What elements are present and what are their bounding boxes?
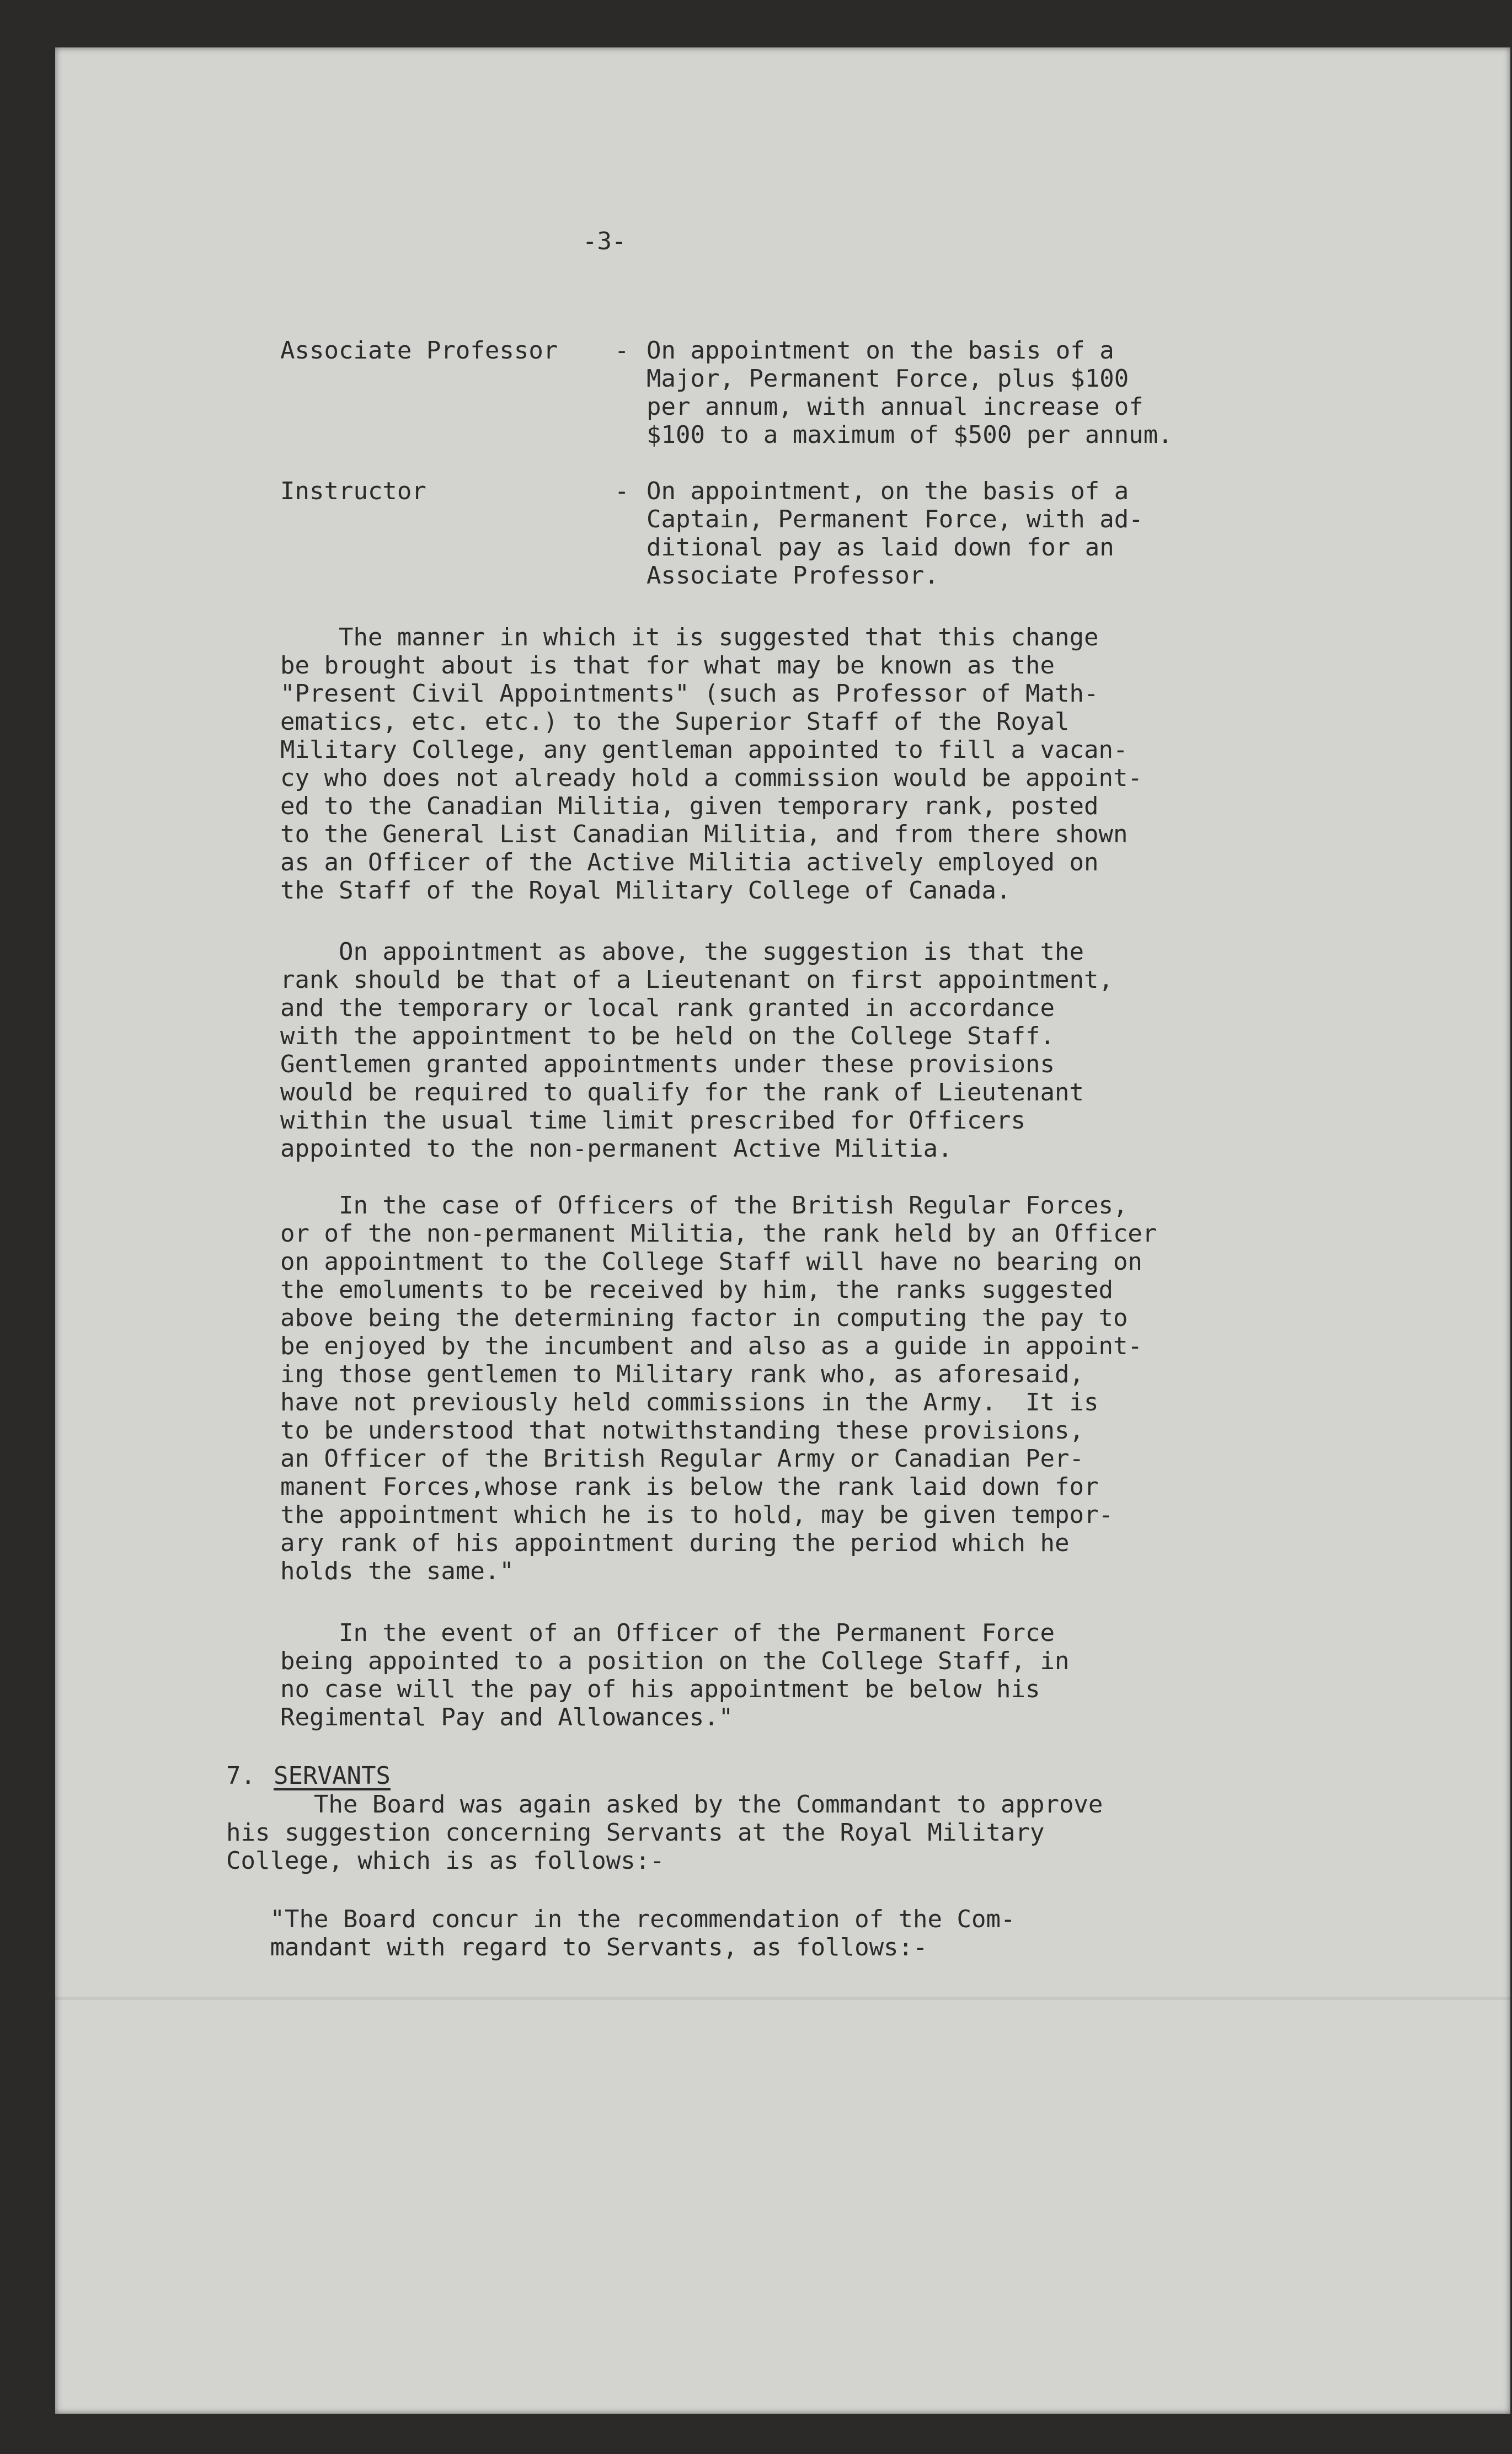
paragraph-line: to the General List Canadian Militia, and from there shown — [280, 820, 1128, 848]
paragraph-line: manent Forces,whose rank is below the rank laid down for — [280, 1473, 1099, 1501]
paragraph-line: the appointment which he is to hold, may be given tempor- — [280, 1501, 1113, 1529]
paragraph-line: be enjoyed by the incumbent and also as a guide in appoint- — [280, 1332, 1142, 1360]
paragraph-line: being appointed to a position on the College Staff, in — [280, 1647, 1070, 1675]
paragraph-line: have not previously held commissions in the Army. It is — [280, 1388, 1099, 1416]
definition-line: $100 to a maximum of $500 per annum. — [647, 421, 1173, 449]
definition-line: Captain, Permanent Force, with ad- — [647, 505, 1144, 533]
paragraph-line: ary rank of his appointment during the period which he — [280, 1529, 1070, 1557]
term-dash: - — [615, 336, 629, 365]
paragraph-line: cy who does not already hold a commission would be appoint- — [280, 764, 1142, 792]
paragraph-line: rank should be that of a Lieutenant on first appointment, — [280, 966, 1113, 994]
page-number: -3- — [583, 227, 627, 255]
section-number: 7. — [226, 1762, 255, 1790]
paragraph-line: and the temporary or local rank granted in accordance — [280, 994, 1055, 1022]
paragraph-line: Military College, any gentleman appointed to fill a vacan- — [280, 736, 1128, 764]
paragraph-line: the Staff of the Royal Military College of Canada. — [280, 876, 1011, 905]
definition-line: per annum, with annual increase of — [647, 393, 1144, 421]
paragraph-line: an Officer of the British Regular Army or Canadian Per- — [280, 1445, 1084, 1473]
definition-line: Major, Permanent Force, plus $100 — [647, 365, 1129, 393]
section-line: his suggestion concerning Servants at the Royal Military — [226, 1819, 1045, 1847]
paragraph-line: to be understood that notwithstanding these provisions, — [280, 1416, 1084, 1445]
paragraph-line: no case will the pay of his appointment be below his — [280, 1675, 1040, 1703]
paragraph-line: on appointment to the College Staff will have no bearing on — [280, 1248, 1142, 1276]
paragraph-line: with the appointment to be held on the College Staff. — [280, 1022, 1055, 1050]
paragraph-line: In the event of an Officer of the Permanent Force — [280, 1619, 1055, 1647]
paragraph-line: Regimental Pay and Allowances." — [280, 1703, 734, 1731]
section-heading: SERVANTS — [274, 1762, 391, 1790]
paragraph-line: ing those gentlemen to Military rank who, as aforesaid, — [280, 1360, 1084, 1388]
paragraph-line: or of the non-permanent Militia, the rank held by an Officer — [280, 1220, 1157, 1248]
paragraph-line: Gentlemen granted appointments under these provisions — [280, 1050, 1055, 1078]
paragraph-line: ematics, etc. etc.) to the Superior Staff of the Royal — [280, 708, 1070, 736]
paragraph-line: holds the same." — [280, 1557, 514, 1585]
quote-line: "The Board concur in the recommendation of the Com- — [226, 1905, 1016, 1933]
paragraph-line: as an Officer of the Active Militia actively employed on — [280, 848, 1099, 876]
paragraph-line: On appointment as above, the suggestion is that the — [280, 938, 1084, 966]
paragraph-line: ed to the Canadian Militia, given temporary rank, posted — [280, 792, 1099, 820]
term-associate-professor: Associate Professor — [280, 336, 558, 365]
term-dash: - — [615, 477, 629, 505]
term-instructor: Instructor — [280, 477, 426, 505]
definition-line: Associate Professor. — [647, 562, 939, 590]
paragraph-line: "Present Civil Appointments" (such as Professor of Math- — [280, 680, 1099, 708]
definition-line: On appointment on the basis of a — [647, 336, 1114, 365]
paragraph-line: the emoluments to be received by him, the ranks suggested — [280, 1276, 1113, 1304]
paragraph-line: appointed to the non-permanent Active Militia. — [280, 1135, 953, 1163]
paragraph-line: be brought about is that for what may be known as the — [280, 651, 1055, 680]
paragraph-line: would be required to qualify for the rank of Lieutenant — [280, 1078, 1084, 1106]
paper-fold — [55, 1997, 1510, 2000]
paragraph-line: above being the determining factor in computing the pay to — [280, 1304, 1128, 1332]
definition-line: On appointment, on the basis of a — [647, 477, 1129, 505]
quote-line: mandant with regard to Servants, as follows:- — [226, 1933, 928, 1961]
paragraph-line: In the case of Officers of the British Regular Forces, — [280, 1191, 1128, 1220]
section-line: The Board was again asked by the Commandant to approve — [226, 1790, 1103, 1819]
section-line: College, which is as follows:- — [226, 1847, 665, 1875]
paragraph-line: The manner in which it is suggested that this change — [280, 623, 1099, 651]
definition-line: ditional pay as laid down for an — [647, 533, 1114, 562]
paragraph-line: within the usual time limit prescribed for Officers — [280, 1106, 1026, 1135]
